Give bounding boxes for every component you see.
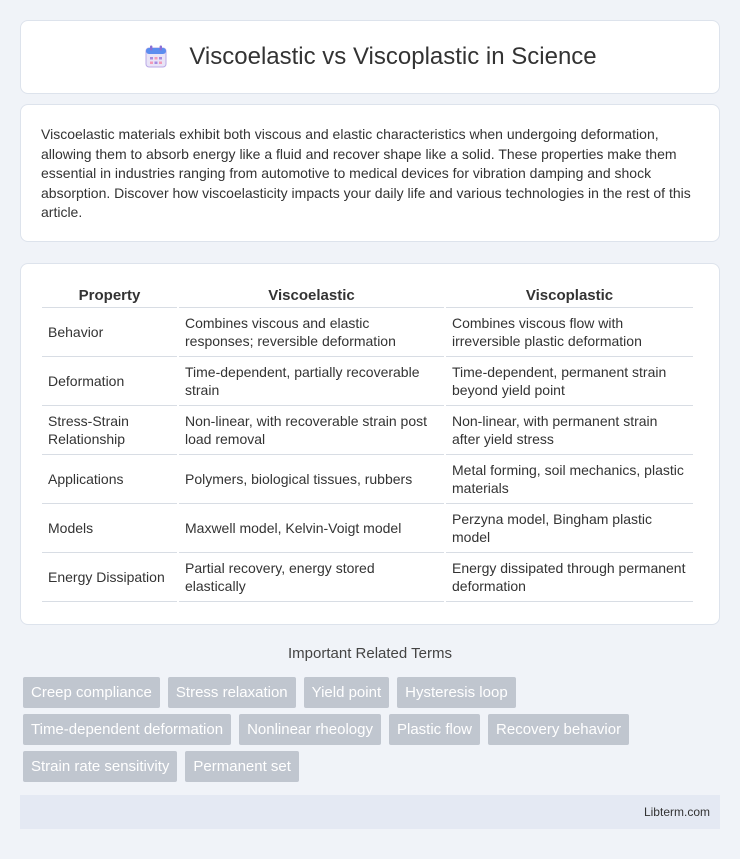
table-cell-viscoelastic: Combines viscous and elastic responses; reversible deformation xyxy=(179,308,444,357)
table-cell-viscoplastic: Combines viscous flow with irreversible plastic deformation xyxy=(446,308,693,357)
table-cell-property: Stress-Strain Relationship xyxy=(42,406,177,455)
tag-row xyxy=(23,714,713,745)
table-row xyxy=(42,553,693,602)
table-row xyxy=(42,357,693,406)
table-cell-viscoelastic: Polymers, biological tissues, rubbers xyxy=(179,455,444,504)
tag-strain-rate-sensitivity[interactable]: Strain rate sensitivity xyxy=(23,751,177,782)
column-header-viscoelastic: Viscoelastic xyxy=(179,284,444,308)
table-cell-property: Behavior xyxy=(42,308,177,357)
tag-yield-point[interactable]: Yield point xyxy=(304,677,390,708)
table-cell-viscoplastic: Perzyna model, Bingham plastic model xyxy=(446,504,693,553)
table-cell-viscoplastic: Time-dependent, permanent strain beyond yield point xyxy=(446,357,693,406)
tag-hysteresis-loop[interactable]: Hysteresis loop xyxy=(397,677,516,708)
table-row xyxy=(42,455,693,504)
intro-paragraph: Viscoelastic materials exhibit both viscous and elastic characteristics when undergoing deformation, allowing them to absorb energy like a fluid and recover shape like a solid. These properties make them essential in industries ranging from automotive to medical devices for vibration damping and shock absorption. Discover how viscoelasticity impacts your daily life and various technologies in the rest of this article. xyxy=(41,126,691,220)
footer xyxy=(20,795,720,829)
tag-permanent-set[interactable]: Permanent set xyxy=(185,751,299,782)
related-terms-tags xyxy=(23,677,713,788)
tag-time-dependent-deformation[interactable]: Time-dependent deformation xyxy=(23,714,231,745)
table-cell-viscoelastic: Maxwell model, Kelvin-Voigt model xyxy=(179,504,444,553)
table-cell-property: Applications xyxy=(42,455,177,504)
related-terms-title: Important Related Terms xyxy=(288,645,452,662)
comparison-table xyxy=(40,284,695,602)
table-header-row xyxy=(42,284,693,308)
column-header-viscoplastic: Viscoplastic xyxy=(446,284,693,308)
tag-row xyxy=(23,677,713,708)
table-row xyxy=(42,308,693,357)
table-cell-viscoelastic: Time-dependent, partially recoverable strain xyxy=(179,357,444,406)
table-row xyxy=(42,406,693,455)
table-cell-property: Deformation xyxy=(42,357,177,406)
page-title: Viscoelastic vs Viscoplastic in Science xyxy=(189,43,597,70)
table-cell-property: Energy Dissipation xyxy=(42,553,177,602)
table-cell-viscoelastic: Partial recovery, energy stored elastically xyxy=(179,553,444,602)
calendar-icon xyxy=(143,44,169,70)
tag-plastic-flow[interactable]: Plastic flow xyxy=(389,714,480,745)
tag-stress-relaxation[interactable]: Stress relaxation xyxy=(168,677,296,708)
intro-card xyxy=(20,104,720,242)
table-cell-viscoelastic: Non-linear, with recoverable strain post load removal xyxy=(179,406,444,455)
tag-creep-compliance[interactable]: Creep compliance xyxy=(23,677,160,708)
column-header-property: Property xyxy=(42,284,177,308)
tag-row xyxy=(23,751,713,782)
tag-recovery-behavior[interactable]: Recovery behavior xyxy=(488,714,629,745)
title-card xyxy=(20,20,720,94)
comparison-table-card xyxy=(20,263,720,625)
footer-site-name[interactable]: Libterm.com xyxy=(643,805,710,819)
tag-nonlinear-rheology[interactable]: Nonlinear rheology xyxy=(239,714,381,745)
table-cell-property: Models xyxy=(42,504,177,553)
table-cell-viscoplastic: Metal forming, soil mechanics, plastic materials xyxy=(446,455,693,504)
table-cell-viscoplastic: Energy dissipated through permanent deformation xyxy=(446,553,693,602)
table-cell-viscoplastic: Non-linear, with permanent strain after yield stress xyxy=(446,406,693,455)
table-row xyxy=(42,504,693,553)
